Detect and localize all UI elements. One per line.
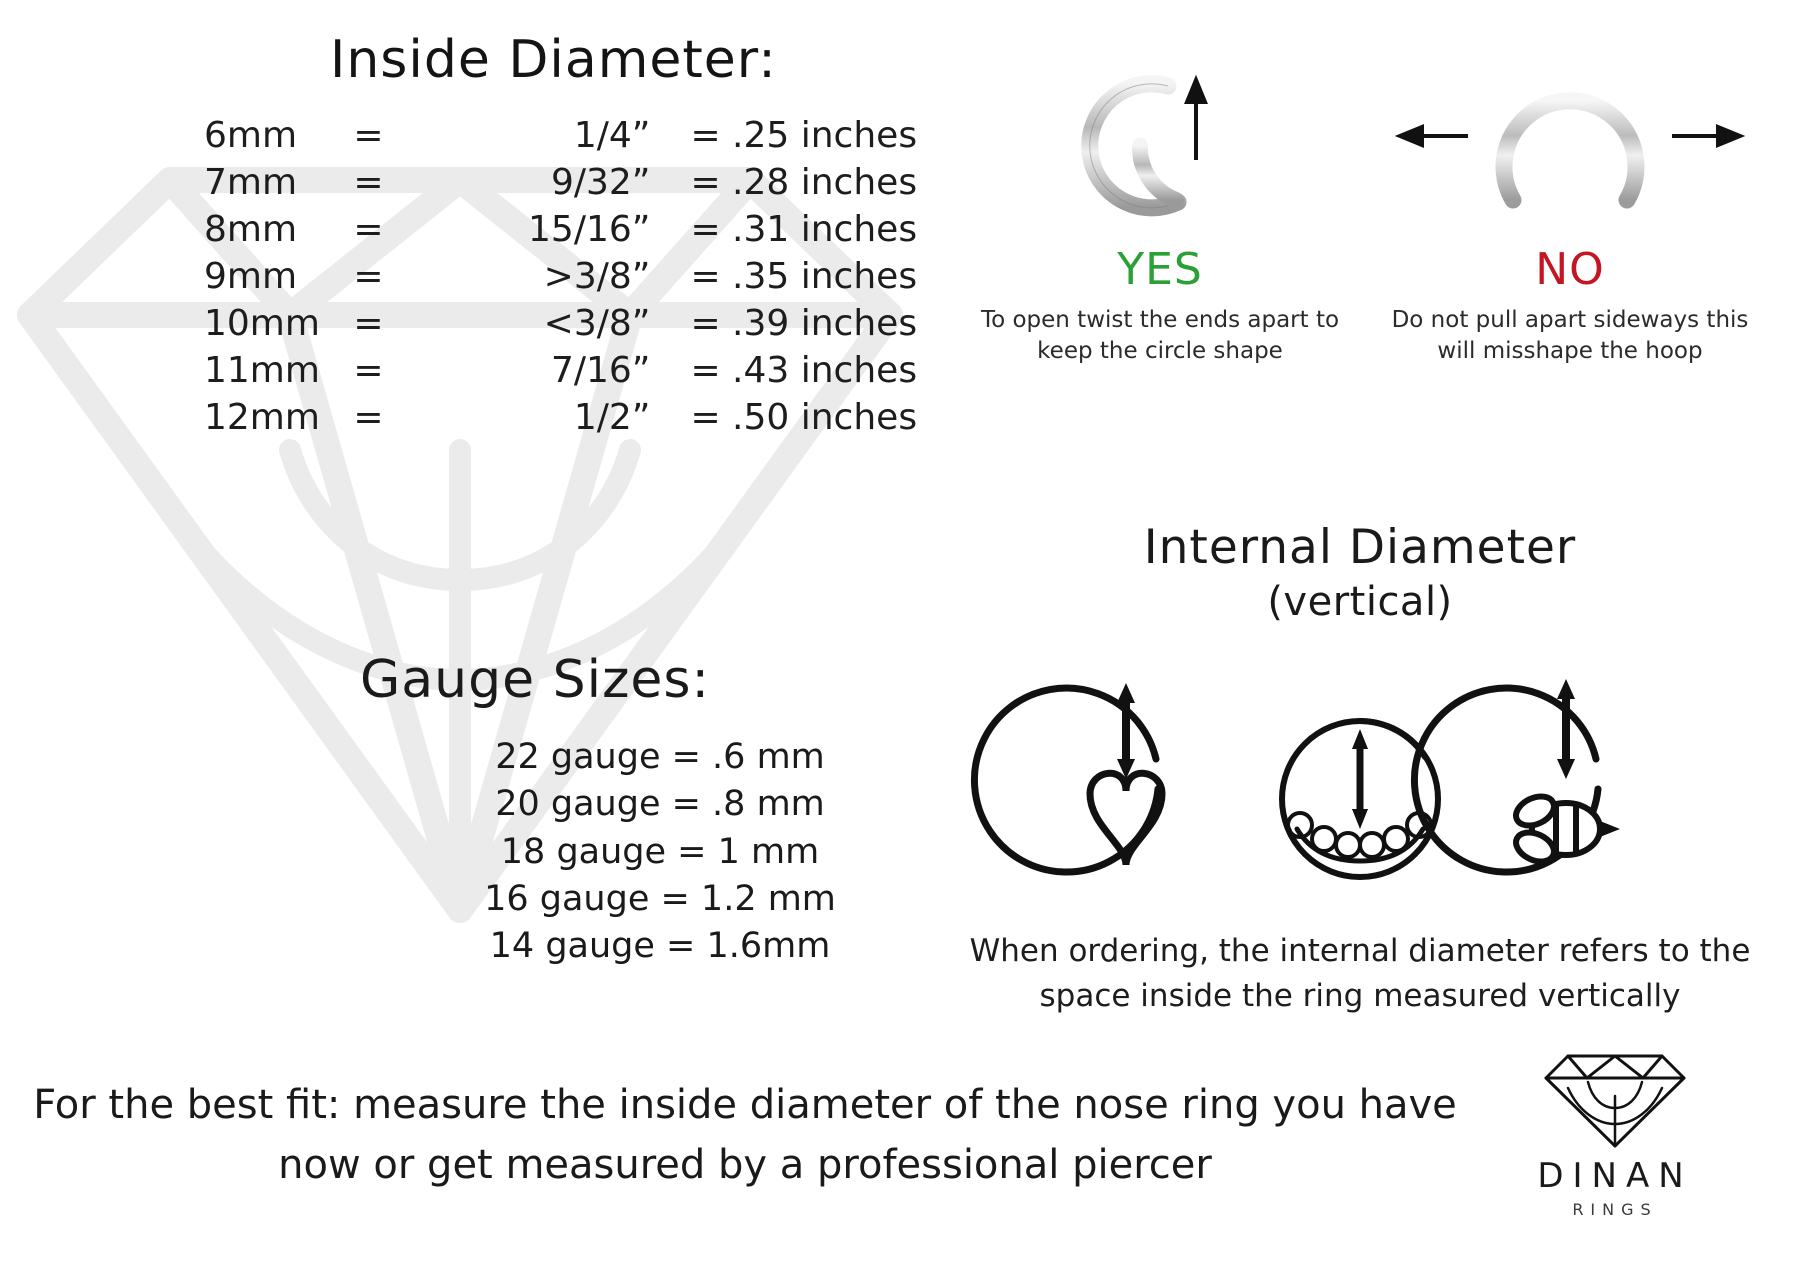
brand-logo <box>1500 1050 1730 1219</box>
no-caption: Do not pull apart sideways this will misshape the hoop <box>1391 307 1749 365</box>
cell-fraction: <3/8” <box>543 303 651 344</box>
gauge-sizes-title: Gauge Sizes: <box>360 650 710 710</box>
cell-mm: 8mm <box>204 209 298 250</box>
cell-equals: = <box>353 115 384 156</box>
cell-mm: 6mm <box>204 115 298 156</box>
cell-equals: = <box>353 209 384 250</box>
list-item: 22 gauge = .6 mm <box>495 737 825 777</box>
cell-fraction: 9/32” <box>550 162 651 203</box>
cell-inches: = .28 inches <box>690 162 918 203</box>
cell-inches: = .31 inches <box>690 209 918 250</box>
internal-diameter-illustrations <box>940 639 1780 919</box>
cell-inches: = .35 inches <box>690 256 918 297</box>
twist-open-ring-illustration <box>970 50 1350 240</box>
list-item: 16 gauge = 1.2 mm <box>484 878 836 919</box>
table-row <box>200 206 940 253</box>
table-row <box>200 300 940 347</box>
cell-equals: = <box>353 303 384 344</box>
cell-mm: 12mm <box>204 397 320 438</box>
table-row <box>200 347 940 394</box>
table-row <box>200 112 940 159</box>
gauge-sizes-section <box>360 650 980 970</box>
cell-inches: = .39 inches <box>690 303 918 344</box>
heart-ring-icon <box>974 683 1162 872</box>
bee-ring-icon <box>1414 679 1620 872</box>
cell-fraction: 7/16” <box>550 350 651 391</box>
opening-guide-yes <box>970 50 1350 367</box>
inside-diameter-title: Inside Diameter: <box>330 30 777 90</box>
table-row <box>200 159 940 206</box>
pull-apart-ring-illustration <box>1380 50 1760 240</box>
cell-fraction: 1/2” <box>573 397 651 438</box>
gauge-sizes-list <box>360 734 980 970</box>
logo-subtitle: RINGS <box>1572 1200 1658 1219</box>
cell-fraction: >3/8” <box>543 256 651 297</box>
yes-caption: To open twist the ends apart to keep the circle shape <box>980 307 1340 365</box>
best-fit-note: For the best fit: measure the inside diameter of the nose ring you have now or get measured by a professional piercer <box>33 1082 1457 1188</box>
inside-diameter-section <box>200 30 940 441</box>
internal-diameter-title: Internal Diameter <box>1143 520 1577 575</box>
cell-mm: 7mm <box>204 162 298 203</box>
logo-name: DINAN <box>1537 1156 1693 1196</box>
cell-inches: = .43 inches <box>690 350 918 391</box>
internal-diameter-section <box>940 520 1780 1019</box>
cell-mm: 11mm <box>204 350 320 391</box>
cell-inches: = .25 inches <box>690 115 918 156</box>
cell-inches: = .50 inches <box>690 397 918 438</box>
cell-fraction: 15/16” <box>528 209 651 250</box>
opening-guide-no <box>1380 50 1760 367</box>
cell-mm: 10mm <box>204 303 320 344</box>
table-row <box>200 394 940 441</box>
list-item: 18 gauge = 1 mm <box>500 831 820 872</box>
yes-label: YES <box>1117 244 1203 295</box>
cell-equals: = <box>353 350 384 391</box>
internal-diameter-caption: When ordering, the internal diameter refers to the space inside the ring measured vertically <box>969 933 1751 1014</box>
opening-guide-section <box>970 50 1770 367</box>
cell-equals: = <box>353 162 384 203</box>
internal-diameter-subtitle: (vertical) <box>1267 579 1453 625</box>
cell-mm: 9mm <box>204 256 298 297</box>
no-label: NO <box>1535 244 1605 295</box>
inside-diameter-table <box>200 112 940 441</box>
cell-equals: = <box>353 256 384 297</box>
cell-equals: = <box>353 397 384 438</box>
table-row <box>200 253 940 300</box>
list-item: 20 gauge = .8 mm <box>495 784 825 825</box>
list-item: 14 gauge = 1.6mm <box>489 926 831 966</box>
diamond-tree-icon <box>1540 1050 1690 1150</box>
cell-fraction: 1/4” <box>573 115 651 156</box>
